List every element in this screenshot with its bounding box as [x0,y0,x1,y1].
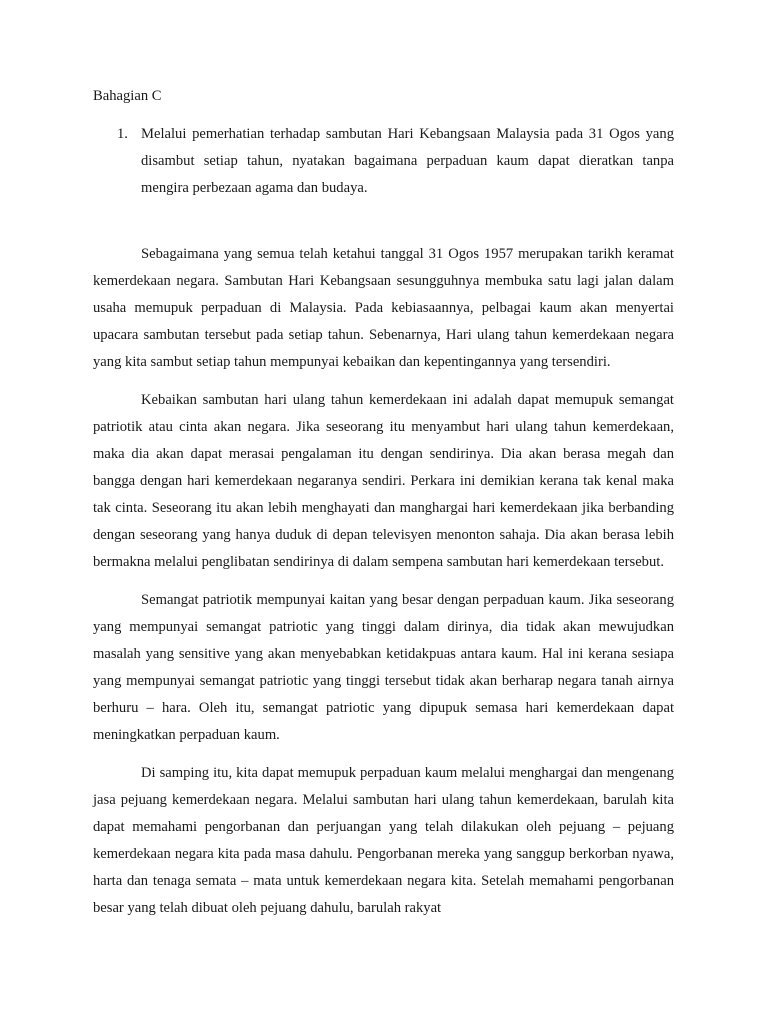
question-number: 1. [117,126,128,142]
paragraph-1: Sebagaimana yang semua telah ketahui tanggal 31 Ogos 1957 merupakan tarikh keramat kemerdekaan negara. Sambutan Hari Kebangsaan sesungguhnya membuka satu lagi jalan dalam usaha memupuk perpaduan di Malaysia. Pada kebiasaannya, pelbagai kaum akan menyertai upacara sambutan tersebut pada setiap tahun. Sebenarnya, Hari ulang tahun kemerdekaan negara yang kita sambut setiap tahun mempunyai kebaikan dan kepentingannya yang tersendiri. [93,246,674,370]
answer-body [93,241,674,933]
paragraph-3: Semangat patriotik mempunyai kaitan yang besar dengan perpaduan kaum. Jika seseorang yang mempunyai semangat patriotic yang tinggi dalam dirinya, dia tidak akan mewujudkan masalah yang sensitive yang akan menyebabkan ketidakpuas antara kaum. Hal ini kerana sesiapa yang mempunyai semangat patriotic yang tinggi tersebut tidak akan berharap negara tanah airnya berhuru – hara. Oleh itu, semangat patriotic yang dipupuk semasa hari kemerdekaan dapat meningkatkan perpaduan kaum. [93,592,674,743]
question-text: Melalui pemerhatian terhadap sambutan Hari Kebangsaan Malaysia pada 31 Ogos yang disambut setiap tahun, nyatakan bagaimana perpaduan kaum dapat dieratkan tanpa mengira perbezaan agama dan budaya. [141,126,674,196]
paragraph-4: Di samping itu, kita dapat memupuk perpaduan kaum melalui menghargai dan mengenang jasa pejuang kemerdekaan negara. Melalui sambutan hari ulang tahun kemerdekaan, barulah kita dapat memahami pengorbanan dan perjuangan yang telah dilakukan oleh pejuang – pejuang kemerdekaan negara kita pada masa dahulu. Pengorbanan mereka yang sanggup berkorban nyawa, harta dan tenaga semata – mata untuk kemerdekaan negara kita. Setelah memahami pengorbanan besar yang telah dibuat oleh pejuang dahulu, barulah rakyat [93,765,674,916]
section-heading: Bahagian C [93,88,162,104]
question-item [93,121,674,202]
paragraph-2: Kebaikan sambutan hari ulang tahun kemerdekaan ini adalah dapat memupuk semangat patriotik atau cinta akan negara. Jika seseorang itu menyambut hari ulang tahun kemerdekaan, maka dia akan dapat merasai pengalaman itu dengan sendirinya. Dia akan berasa megah dan bangga dengan hari kemerdekaan negaranya sendiri. Perkara ini demikian kerana tak kenal maka tak cinta. Seseorang itu akan lebih menghayati dan manghargai hari kemerdekaan jika berbanding dengan seseorang yang hanya duduk di depan televisyen menonton sahaja. Dia akan berasa lebih bermakna melalui penglibatan sendirinya di dalam sempena sambutan hari kemerdekaan tersebut. [93,392,674,570]
